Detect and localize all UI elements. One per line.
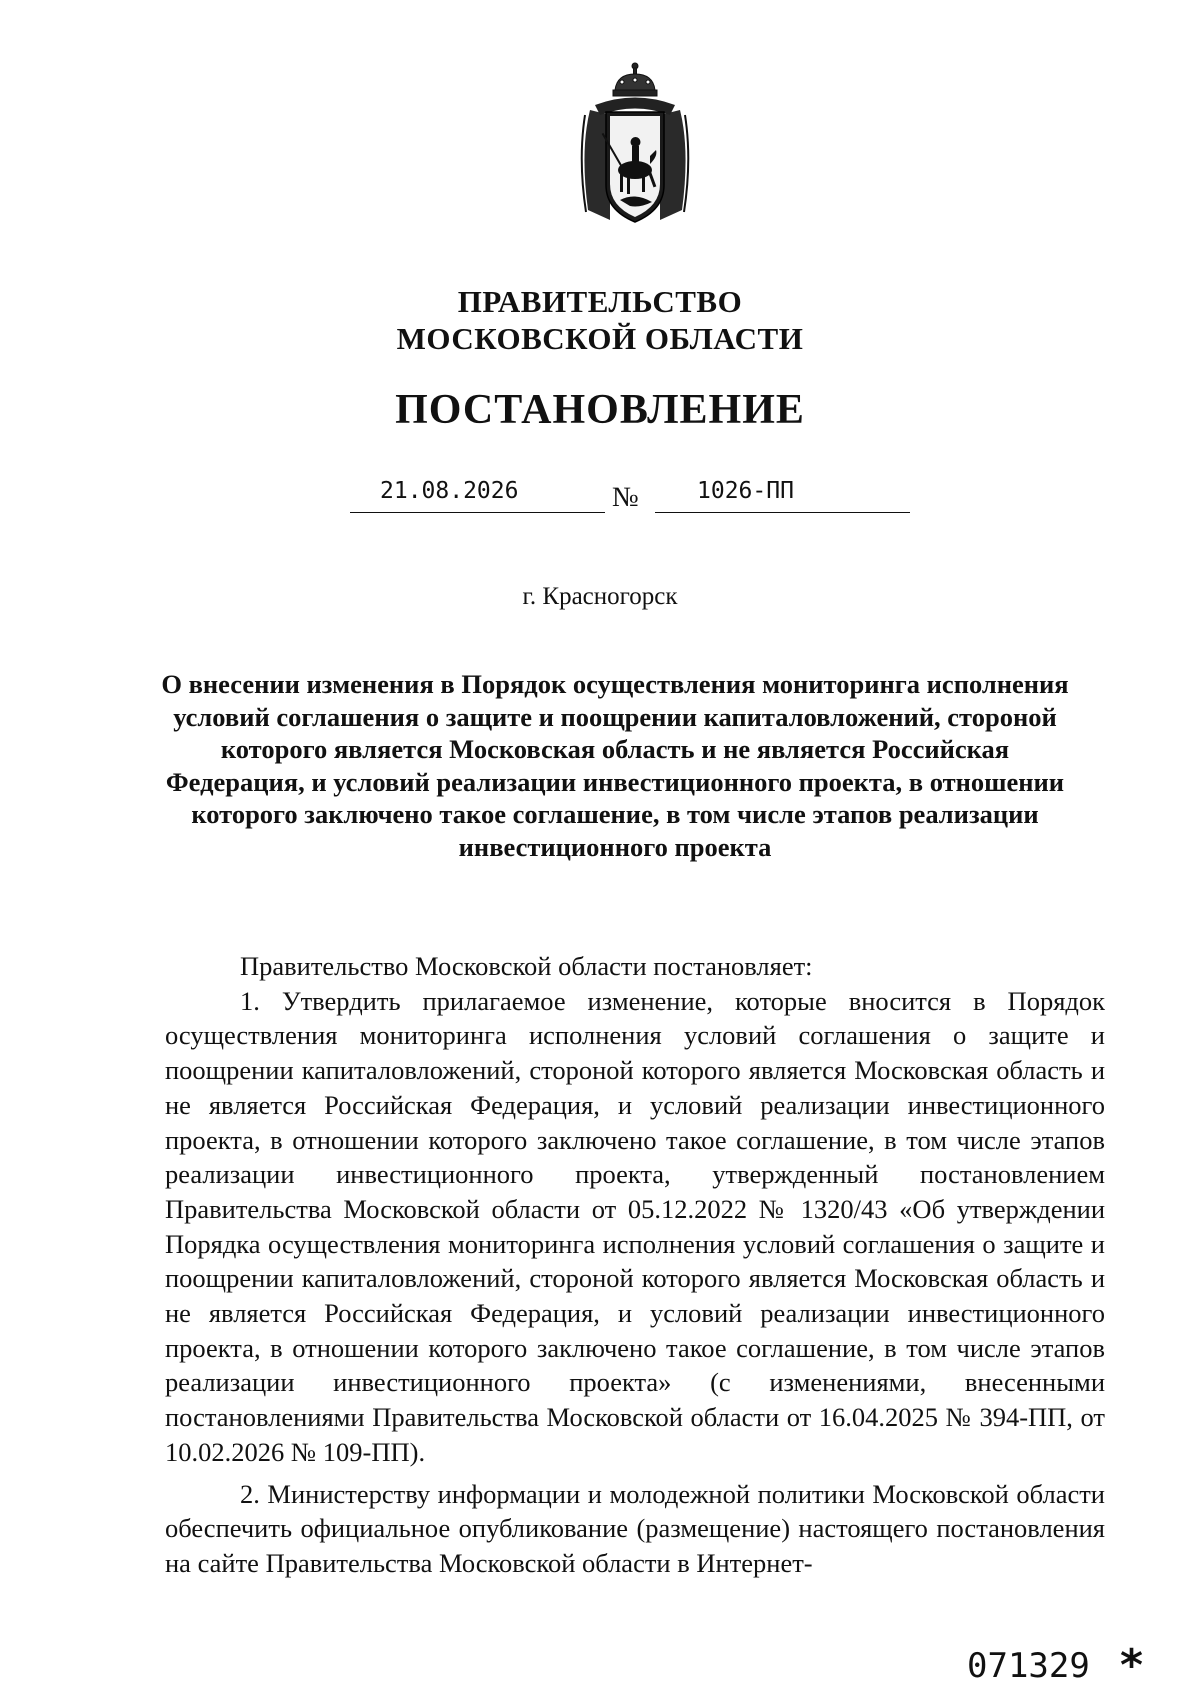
number-sign: № <box>612 482 639 513</box>
serial-mark: * <box>1120 1640 1144 1691</box>
document-title: О внесении изменения в Порядок осуществления мониторинга исполнения условий соглашения о защите и поощрении капиталовложений, стороной которого является Московская область и не является Российская Федерация, и условий реализации инвестиционного проекта, в отношении которого заключено такое соглашение, в том числе этапов реализации инвестиционного проекта <box>161 669 1069 862</box>
date-underline <box>350 512 605 513</box>
number-underline <box>655 512 910 513</box>
document-date: 21.08.2026 <box>380 478 519 504</box>
document-number: 1026-ПП <box>697 478 794 504</box>
government-name <box>0 283 1200 357</box>
document-type: ПОСТАНОВЛЕНИЕ <box>395 387 805 433</box>
coat-of-arms-icon <box>570 60 700 230</box>
serial-number: 071329 <box>963 1646 1094 1686</box>
item-1-paragraph: 1. Утвердить прилагаемое изменение, которые вносится в Порядок осуществления мониторинга исполнения условий соглашения о защите и поощрении капиталовложений, стороной которого является Московская область и не является Российская Федерация, и условий реализации инвестиционного проекта, в отношении которого заключено такое соглашение, в том числе этапов реализации инвестиционного проекта, утвержденный постановлением Правительства Московской области от 05.12.2022 № 1320/43 «Об утверждении Порядка осуществления мониторинга исполнения условий соглашения о защите и поощрении капиталовложений, стороной которого является Московская область и не является Российская Федерация, и условий реализации инвестиционного проекта, в отношении которого заключено такое соглашение, в том числе этапов реализации инвестиционного проекта» (с изменениями, внесенными постановлениями Правительства Московской области от 16.04.2025 № 394-ПП, от 10.02.2026 № 109-ПП). <box>165 985 1105 1467</box>
government-name-line2: МОСКОВСКОЙ ОБЛАСТИ <box>396 321 804 356</box>
item-2-paragraph: 2. Министерству информации и молодежной политики Московской области обеспечить официальное опубликование (размещение) настоящего постановления на сайте Правительства Московской области в Интернет- <box>165 1478 1105 1578</box>
government-name-line1: ПРАВИТЕЛЬСТВО <box>457 284 743 319</box>
document-body <box>165 949 1105 1581</box>
registration-line <box>0 478 1200 518</box>
intro-paragraph: Правительство Московской области постановляет: <box>240 951 813 981</box>
city: г. Красногорск <box>522 583 678 610</box>
